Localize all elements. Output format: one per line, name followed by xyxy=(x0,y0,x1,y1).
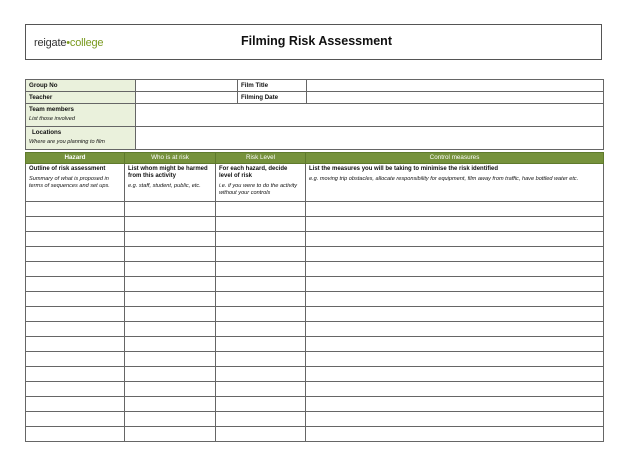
control-measures-cell[interactable] xyxy=(306,307,604,322)
who-at-risk-cell[interactable] xyxy=(125,217,216,232)
risk-level-cell[interactable] xyxy=(216,382,306,397)
logo-text-reigate: reigate xyxy=(34,37,67,49)
who-at-risk-cell[interactable] xyxy=(125,292,216,307)
risk-level-cell[interactable] xyxy=(216,247,306,262)
who-at-risk-cell[interactable] xyxy=(125,367,216,382)
team-members-hint: List those involved xyxy=(29,116,76,122)
hazard-cell[interactable] xyxy=(26,352,125,367)
table-row xyxy=(26,367,604,382)
who-at-risk-cell[interactable] xyxy=(125,397,216,412)
hazard-cell[interactable] xyxy=(26,262,125,277)
table-row xyxy=(26,247,604,262)
hazard-cell[interactable] xyxy=(26,232,125,247)
control-measures-cell[interactable] xyxy=(306,322,604,337)
risk-level-cell[interactable] xyxy=(216,307,306,322)
who-at-risk-cell[interactable] xyxy=(125,247,216,262)
hazard-cell[interactable] xyxy=(26,427,125,442)
control-measures-cell[interactable] xyxy=(306,292,604,307)
who-at-risk-cell[interactable] xyxy=(125,427,216,442)
control-measures-cell[interactable] xyxy=(306,382,604,397)
guidance-who-title: List whom might be harmed from this activity xyxy=(128,166,208,179)
guidance-risk-hint: i.e. if you were to do the activity without your controls xyxy=(219,183,298,196)
who-at-risk-cell[interactable] xyxy=(125,322,216,337)
table-row xyxy=(26,202,604,217)
hazard-cell[interactable] xyxy=(26,292,125,307)
teacher-label: Teacher xyxy=(26,92,136,104)
risk-level-cell[interactable] xyxy=(216,397,306,412)
table-row xyxy=(26,322,604,337)
guidance-control-title: List the measures you will be taking to minimise the risk identified xyxy=(309,166,499,172)
table-row xyxy=(26,337,604,352)
who-at-risk-cell[interactable] xyxy=(125,232,216,247)
logo-text-college: college xyxy=(69,37,104,49)
who-at-risk-cell[interactable] xyxy=(125,307,216,322)
risk-level-cell[interactable] xyxy=(216,292,306,307)
control-measures-cell[interactable] xyxy=(306,337,604,352)
table-row xyxy=(26,262,604,277)
who-at-risk-cell[interactable] xyxy=(125,412,216,427)
locations-field[interactable] xyxy=(136,127,604,150)
risk-level-cell[interactable] xyxy=(216,232,306,247)
hazard-cell[interactable] xyxy=(26,367,125,382)
hazard-cell[interactable] xyxy=(26,337,125,352)
filming-date-field[interactable] xyxy=(307,92,604,104)
guidance-who-hint: e.g. staff, student, public, etc. xyxy=(128,183,201,189)
control-measures-cell[interactable] xyxy=(306,247,604,262)
page-title: Filming Risk Assessment xyxy=(241,34,392,48)
table-row xyxy=(26,232,604,247)
risk-level-cell[interactable] xyxy=(216,262,306,277)
table-row xyxy=(26,292,604,307)
locations-hint: Where are you planning to film xyxy=(29,139,105,145)
risk-level-cell[interactable] xyxy=(216,367,306,382)
guidance-risk-title: For each hazard, decide level of risk xyxy=(219,166,288,179)
hazard-cell[interactable] xyxy=(26,322,125,337)
table-row xyxy=(26,427,604,442)
table-row xyxy=(26,382,604,397)
locations-cell xyxy=(26,127,136,150)
teacher-field[interactable] xyxy=(136,92,238,104)
risk-level-cell[interactable] xyxy=(216,277,306,292)
table-row xyxy=(26,412,604,427)
who-at-risk-cell[interactable] xyxy=(125,202,216,217)
document-header xyxy=(25,24,602,60)
control-measures-cell[interactable] xyxy=(306,427,604,442)
risk-level-cell[interactable] xyxy=(216,202,306,217)
control-measures-cell[interactable] xyxy=(306,202,604,217)
who-at-risk-cell[interactable] xyxy=(125,262,216,277)
hazard-cell[interactable] xyxy=(26,277,125,292)
risk-level-cell[interactable] xyxy=(216,322,306,337)
risk-assessment-table xyxy=(25,152,604,442)
control-measures-cell[interactable] xyxy=(306,277,604,292)
group-no-field[interactable] xyxy=(136,80,238,92)
group-no-label: Group No xyxy=(26,80,136,92)
table-row xyxy=(26,352,604,367)
hazard-cell[interactable] xyxy=(26,307,125,322)
hazard-cell[interactable] xyxy=(26,382,125,397)
guidance-control xyxy=(306,164,604,202)
hazard-cell[interactable] xyxy=(26,247,125,262)
team-members-label: Team members xyxy=(29,106,74,113)
details-table xyxy=(25,79,604,150)
entry-rows xyxy=(26,202,604,442)
control-measures-cell[interactable] xyxy=(306,352,604,367)
control-measures-cell[interactable] xyxy=(306,232,604,247)
table-row xyxy=(26,397,604,412)
table-row xyxy=(26,217,604,232)
risk-level-cell[interactable] xyxy=(216,352,306,367)
hazard-cell[interactable] xyxy=(26,217,125,232)
control-measures-cell[interactable] xyxy=(306,412,604,427)
filming-date-label: Filming Date xyxy=(238,92,307,104)
column-header-hazard: Hazard xyxy=(26,153,125,164)
column-header-risk: Risk Level xyxy=(216,153,306,164)
guidance-hazard xyxy=(26,164,125,202)
guidance-hazard-hint: Summary of what is proposed in terms of sequences and set ups. xyxy=(29,176,110,189)
who-at-risk-cell[interactable] xyxy=(125,382,216,397)
column-header-control: Control measures xyxy=(306,153,604,164)
team-members-field[interactable] xyxy=(136,104,604,127)
who-at-risk-cell[interactable] xyxy=(125,277,216,292)
hazard-cell[interactable] xyxy=(26,412,125,427)
who-at-risk-cell[interactable] xyxy=(125,337,216,352)
guidance-control-hint: e.g. moving trip obstacles, allocate responsibility for equipment, film away from traffic, have bottled water etc. xyxy=(309,176,579,182)
hazard-cell[interactable] xyxy=(26,202,125,217)
guidance-hazard-title: Outline of risk assessment xyxy=(29,166,106,172)
column-header-who: Who is at risk xyxy=(125,153,216,164)
film-title-field[interactable] xyxy=(307,80,604,92)
team-members-cell xyxy=(26,104,136,127)
risk-level-cell[interactable] xyxy=(216,217,306,232)
risk-level-cell[interactable] xyxy=(216,337,306,352)
table-row xyxy=(26,307,604,322)
who-at-risk-cell[interactable] xyxy=(125,352,216,367)
risk-level-cell[interactable] xyxy=(216,427,306,442)
locations-label: Locations xyxy=(32,129,62,136)
table-row xyxy=(26,277,604,292)
guidance-who xyxy=(125,164,216,202)
hazard-cell[interactable] xyxy=(26,397,125,412)
control-measures-cell[interactable] xyxy=(306,397,604,412)
control-measures-cell[interactable] xyxy=(306,262,604,277)
control-measures-cell[interactable] xyxy=(306,217,604,232)
logo-dot: • xyxy=(66,37,70,49)
film-title-label: Film Title xyxy=(238,80,307,92)
guidance-risk xyxy=(216,164,306,202)
risk-level-cell[interactable] xyxy=(216,412,306,427)
control-measures-cell[interactable] xyxy=(306,367,604,382)
